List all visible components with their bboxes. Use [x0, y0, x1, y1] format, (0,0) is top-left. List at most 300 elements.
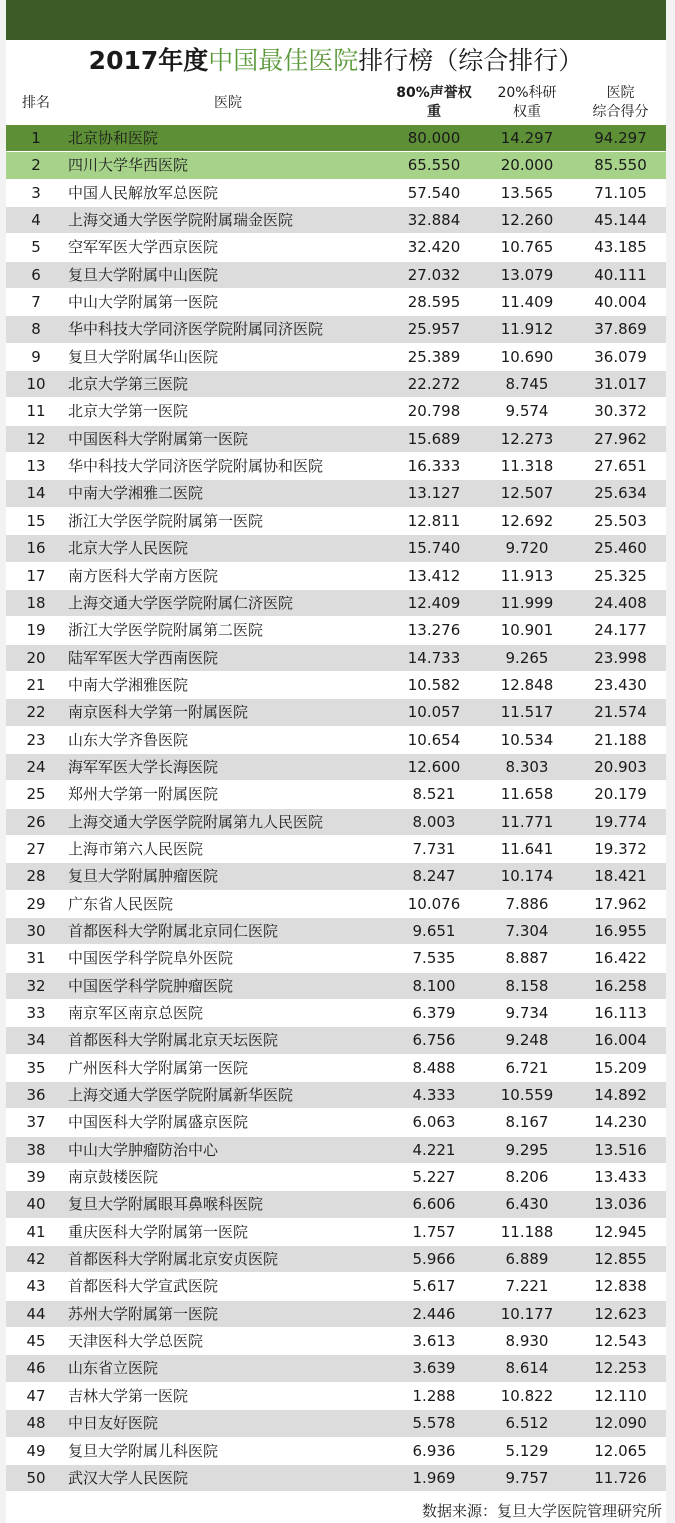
- research-score-cell: 7.221: [505, 1277, 549, 1296]
- header-reputation-line2: 重: [427, 104, 441, 120]
- rank-cell: 50: [26, 1468, 46, 1487]
- total-score-cell: 85.550: [594, 156, 647, 175]
- rank-cell: 32: [26, 976, 46, 995]
- header-reputation: [389, 82, 479, 124]
- hospital-name-cell: 海军军医大学长海医院: [68, 757, 219, 776]
- rank-cell: 6: [31, 265, 41, 284]
- total-score-cell: 19.774: [594, 812, 647, 831]
- total-score-cell: 36.079: [594, 347, 647, 366]
- ranking-sheet: [6, 0, 666, 1523]
- reputation-score-cell: 12.600: [407, 757, 461, 776]
- reputation-score-cell: 10.076: [407, 894, 461, 913]
- table-row: [6, 1245, 666, 1272]
- reputation-score-cell: 12.811: [407, 511, 461, 530]
- total-score-cell: 43.185: [594, 238, 647, 257]
- total-score-cell: 30.372: [594, 402, 647, 421]
- total-score-cell: 12.110: [594, 1386, 647, 1405]
- rank-cell: 49: [26, 1441, 46, 1460]
- total-score-cell: 23.998: [594, 648, 647, 667]
- rank-cell: 35: [26, 1058, 46, 1077]
- rank-cell: 48: [26, 1414, 46, 1433]
- total-score-cell: 16.113: [594, 1004, 647, 1022]
- rank-cell: 44: [26, 1304, 46, 1323]
- research-score-cell: 9.265: [505, 648, 549, 667]
- rank-cell: 21: [26, 675, 46, 694]
- hospital-name-cell: 中南大学湘雅二医院: [68, 484, 204, 503]
- research-score-cell: 10.765: [500, 238, 554, 257]
- header-total: [575, 82, 666, 124]
- research-score-cell: 11.658: [500, 785, 554, 804]
- rank-cell: 25: [26, 785, 46, 804]
- research-score-cell: 12.692: [500, 511, 554, 530]
- rank-cell: 36: [26, 1086, 46, 1105]
- reputation-score-cell: 15.740: [407, 539, 461, 558]
- total-score-cell: 40.111: [594, 265, 647, 284]
- hospital-name-cell: 中山大学肿瘤防治中心: [68, 1140, 219, 1159]
- hospital-name-cell: 浙江大学医学院附属第二医院: [68, 621, 264, 640]
- hospital-name-cell: 南京医科大学第一附属医院: [68, 703, 249, 722]
- reputation-score-cell: 13.127: [407, 484, 461, 503]
- rank-cell: 19: [26, 621, 46, 640]
- reputation-score-cell: 20.798: [407, 402, 461, 421]
- research-score-cell: 8.614: [505, 1359, 549, 1378]
- hospital-name-cell: 山东省立医院: [68, 1359, 159, 1378]
- title-paren: （综合排行）: [433, 46, 584, 75]
- total-score-cell: 18.421: [594, 867, 647, 886]
- total-score-cell: 16.955: [594, 921, 647, 940]
- total-score-cell: 21.574: [594, 703, 647, 722]
- rank-cell: 7: [31, 293, 41, 312]
- reputation-score-cell: 5.578: [412, 1414, 456, 1433]
- rank-cell: 45: [26, 1332, 46, 1351]
- research-score-cell: 12.273: [500, 429, 554, 448]
- hospital-name-cell: 复旦大学附属眼耳鼻喉科医院: [68, 1195, 264, 1214]
- total-score-cell: 15.209: [594, 1058, 647, 1077]
- table-row: [6, 452, 666, 479]
- reputation-score-cell: 3.613: [412, 1332, 456, 1351]
- table-row: [6, 835, 666, 862]
- reputation-score-cell: 6.063: [412, 1113, 456, 1132]
- research-score-cell: 5.129: [505, 1441, 549, 1460]
- data-source-note: 数据来源：复旦大学医院管理研究所: [421, 1502, 662, 1520]
- reputation-score-cell: 6.936: [412, 1441, 456, 1460]
- rank-cell: 47: [26, 1386, 46, 1405]
- table-row: [6, 1054, 666, 1081]
- reputation-score-cell: 3.639: [412, 1359, 456, 1378]
- total-score-cell: 13.433: [594, 1168, 647, 1187]
- research-score-cell: 10.174: [500, 867, 554, 886]
- table-row: [6, 315, 666, 342]
- table-row: [6, 151, 666, 178]
- research-score-cell: 10.822: [500, 1386, 554, 1405]
- research-score-cell: 11.318: [500, 457, 554, 476]
- title-year: 2017年度: [88, 46, 209, 75]
- hospital-name-cell: 南京鼓楼医院: [68, 1168, 159, 1187]
- table-row: [6, 1354, 666, 1381]
- top-banner: [6, 0, 666, 40]
- table-row: [6, 753, 666, 780]
- reputation-score-cell: 22.272: [407, 375, 461, 394]
- table-row: [6, 507, 666, 534]
- research-score-cell: 10.177: [500, 1304, 554, 1323]
- rank-cell: 5: [31, 238, 41, 257]
- hospital-name-cell: 中国医学科学院肿瘤医院: [68, 976, 234, 995]
- hospital-name-cell: 中国医科大学附属盛京医院: [68, 1113, 249, 1132]
- table-row: [6, 972, 666, 999]
- total-score-cell: 23.430: [594, 675, 647, 694]
- header-reputation-line1: 80%声誉权: [396, 85, 472, 101]
- table-row: [6, 917, 666, 944]
- title-rest: 排行榜: [358, 46, 434, 75]
- table-row: [6, 589, 666, 616]
- hospital-name-cell: 上海交通大学医学院附属瑞金医院: [68, 211, 294, 230]
- research-score-cell: 9.720: [505, 539, 549, 558]
- total-score-cell: 25.460: [594, 539, 647, 558]
- table-row: [6, 343, 666, 370]
- table-row: [6, 233, 666, 260]
- rank-cell: 1: [31, 129, 41, 147]
- research-score-cell: 6.430: [505, 1195, 549, 1214]
- reputation-score-cell: 4.221: [412, 1140, 456, 1159]
- research-score-cell: 9.734: [505, 1004, 549, 1022]
- table-row: [6, 1136, 666, 1163]
- reputation-score-cell: 10.582: [407, 675, 461, 694]
- hospital-name-cell: 广东省人民医院: [68, 894, 174, 913]
- hospital-name-cell: 复旦大学附属儿科医院: [68, 1441, 219, 1460]
- total-score-cell: 12.543: [594, 1332, 647, 1351]
- rank-cell: 27: [26, 839, 46, 858]
- hospital-name-cell: 陆军军医大学西南医院: [68, 648, 219, 667]
- ranking-table-body: [6, 124, 666, 1491]
- rank-cell: 12: [26, 429, 46, 448]
- table-row: [6, 808, 666, 835]
- rank-cell: 4: [31, 211, 41, 230]
- total-score-cell: 12.623: [594, 1304, 647, 1323]
- total-score-cell: 16.004: [594, 1031, 647, 1050]
- research-score-cell: 11.641: [500, 839, 554, 858]
- table-row: [6, 726, 666, 753]
- table-row: [6, 1190, 666, 1217]
- hospital-name-cell: 天津医科大学总医院: [68, 1332, 204, 1351]
- rank-cell: 29: [26, 894, 46, 913]
- reputation-score-cell: 57.540: [407, 183, 461, 202]
- total-score-cell: 25.634: [594, 484, 647, 503]
- research-score-cell: 8.745: [505, 375, 549, 394]
- hospital-name-cell: 中国医学科学院阜外医院: [68, 949, 234, 968]
- table-row: [6, 1437, 666, 1464]
- rank-cell: 37: [26, 1113, 46, 1132]
- research-score-cell: 10.901: [500, 621, 554, 640]
- reputation-score-cell: 10.654: [407, 730, 461, 749]
- research-score-cell: 14.297: [500, 129, 554, 147]
- reputation-score-cell: 8.488: [412, 1058, 456, 1077]
- rank-cell: 40: [26, 1195, 46, 1214]
- rank-cell: 18: [26, 593, 46, 612]
- table-row: [6, 1327, 666, 1354]
- reputation-score-cell: 12.409: [407, 593, 461, 612]
- reputation-score-cell: 14.733: [407, 648, 461, 667]
- reputation-score-cell: 9.651: [412, 921, 456, 940]
- table-row: [6, 479, 666, 506]
- research-score-cell: 20.000: [500, 156, 554, 175]
- hospital-name-cell: 空军军医大学西京医院: [68, 238, 219, 257]
- rank-cell: 43: [26, 1277, 46, 1296]
- rank-cell: 31: [26, 949, 46, 968]
- table-row: [6, 890, 666, 917]
- hospital-name-cell: 北京大学第一医院: [68, 402, 189, 421]
- rank-cell: 34: [26, 1031, 46, 1050]
- research-score-cell: 8.930: [505, 1332, 549, 1351]
- rank-cell: 41: [26, 1222, 46, 1241]
- hospital-name-cell: 北京大学第三医院: [68, 375, 189, 394]
- total-score-cell: 16.258: [594, 976, 647, 995]
- rank-cell: 39: [26, 1168, 46, 1187]
- reputation-score-cell: 8.247: [412, 867, 456, 886]
- table-row: [6, 1026, 666, 1053]
- total-score-cell: 13.036: [594, 1195, 647, 1214]
- hospital-name-cell: 四川大学华西医院: [68, 156, 189, 175]
- rank-cell: 28: [26, 867, 46, 886]
- rank-cell: 33: [26, 1004, 46, 1022]
- total-score-cell: 45.144: [594, 211, 647, 230]
- hospital-name-cell: 华中科技大学同济医学院附属同济医院: [68, 320, 324, 339]
- reputation-score-cell: 27.032: [407, 265, 461, 284]
- research-score-cell: 8.303: [505, 757, 549, 776]
- research-score-cell: 11.913: [500, 566, 554, 585]
- table-row: [6, 1300, 666, 1327]
- research-score-cell: 12.260: [500, 211, 554, 230]
- reputation-score-cell: 8.521: [412, 785, 456, 804]
- reputation-score-cell: 7.535: [412, 949, 456, 968]
- research-score-cell: 10.559: [500, 1086, 554, 1105]
- reputation-score-cell: 25.389: [407, 347, 461, 366]
- rank-cell: 16: [26, 539, 46, 558]
- hospital-name-cell: 华中科技大学同济医学院附属协和医院: [68, 457, 324, 476]
- reputation-score-cell: 10.057: [407, 703, 461, 722]
- table-row: [6, 862, 666, 889]
- hospital-name-cell: 广州医科大学附属第一医院: [68, 1058, 249, 1077]
- table-row: [6, 206, 666, 233]
- hospital-name-cell: 武汉大学人民医院: [68, 1468, 189, 1487]
- rank-cell: 13: [26, 457, 46, 476]
- table-row: [6, 124, 666, 151]
- hospital-name-cell: 中南大学湘雅医院: [68, 675, 189, 694]
- page-title: [6, 40, 666, 82]
- research-score-cell: 6.512: [505, 1414, 549, 1433]
- hospital-name-cell: 中国医科大学附属第一医院: [68, 429, 249, 448]
- hospital-name-cell: 郑州大学第一附属医院: [68, 785, 219, 804]
- total-score-cell: 11.726: [594, 1468, 647, 1487]
- header-total-line2: 综合得分: [592, 104, 649, 120]
- research-score-cell: 10.534: [500, 730, 554, 749]
- table-row: [6, 999, 666, 1026]
- research-score-cell: 8.158: [505, 976, 549, 995]
- rank-cell: 11: [26, 402, 46, 421]
- rank-cell: 26: [26, 812, 46, 831]
- reputation-score-cell: 1.969: [412, 1468, 456, 1487]
- header-rank: 排名: [22, 94, 50, 111]
- rank-cell: 15: [26, 511, 46, 530]
- table-row: [6, 698, 666, 725]
- research-score-cell: 11.409: [500, 293, 554, 312]
- reputation-score-cell: 80.000: [407, 129, 461, 147]
- table-row: [6, 288, 666, 315]
- table-row: [6, 1218, 666, 1245]
- hospital-name-cell: 首都医科大学宣武医院: [68, 1277, 219, 1296]
- table-row: [6, 261, 666, 288]
- research-score-cell: 11.517: [500, 703, 554, 722]
- hospital-name-cell: 首都医科大学附属北京天坛医院: [68, 1031, 279, 1050]
- total-score-cell: 24.177: [594, 621, 647, 640]
- table-row: [6, 780, 666, 807]
- header-total-line1: 医院: [606, 85, 635, 101]
- table-row: [6, 425, 666, 452]
- hospital-name-cell: 山东大学齐鲁医院: [68, 730, 189, 749]
- header-research: [479, 82, 575, 124]
- table-row: [6, 397, 666, 424]
- hospital-name-cell: 吉林大学第一医院: [68, 1386, 189, 1405]
- hospital-name-cell: 南方医科大学南方医院: [68, 566, 219, 585]
- reputation-score-cell: 1.757: [412, 1222, 456, 1241]
- research-score-cell: 8.206: [505, 1168, 549, 1187]
- total-score-cell: 12.253: [594, 1359, 647, 1378]
- table-row: [6, 1272, 666, 1299]
- hospital-name-cell: 上海交通大学医学院附属新华医院: [68, 1086, 294, 1105]
- reputation-score-cell: 2.446: [412, 1304, 456, 1323]
- table-row: [6, 1163, 666, 1190]
- hospital-name-cell: 浙江大学医学院附属第一医院: [68, 511, 264, 530]
- total-score-cell: 94.297: [594, 129, 647, 147]
- research-score-cell: 7.886: [505, 894, 549, 913]
- hospital-name-cell: 首都医科大学附属北京安贞医院: [68, 1250, 279, 1269]
- research-score-cell: 9.295: [505, 1140, 549, 1159]
- reputation-score-cell: 13.412: [407, 566, 461, 585]
- research-score-cell: 11.999: [500, 593, 554, 612]
- rank-cell: 9: [31, 347, 41, 366]
- reputation-score-cell: 28.595: [407, 293, 461, 312]
- reputation-score-cell: 16.333: [407, 457, 461, 476]
- research-score-cell: 8.887: [505, 949, 549, 968]
- rank-cell: 8: [31, 320, 41, 339]
- total-score-cell: 20.903: [594, 757, 647, 776]
- rank-cell: 17: [26, 566, 46, 585]
- reputation-score-cell: 5.227: [412, 1168, 456, 1187]
- rank-cell: 10: [26, 375, 46, 394]
- research-score-cell: 6.721: [505, 1058, 549, 1077]
- header-research-line1: 20%科研: [497, 85, 557, 101]
- total-score-cell: 20.179: [594, 785, 647, 804]
- research-score-cell: 13.079: [500, 265, 554, 284]
- hospital-name-cell: 上海交通大学医学院附属第九人民医院: [68, 812, 324, 831]
- rank-cell: 23: [26, 730, 46, 749]
- total-score-cell: 12.065: [594, 1441, 647, 1460]
- hospital-name-cell: 复旦大学附属中山医院: [68, 265, 219, 284]
- header-hospital: 医院: [214, 94, 242, 111]
- table-row: [6, 1382, 666, 1409]
- research-score-cell: 9.757: [505, 1468, 549, 1487]
- total-score-cell: 17.962: [594, 894, 647, 913]
- research-score-cell: 12.507: [500, 484, 554, 503]
- total-score-cell: 31.017: [594, 375, 647, 394]
- total-score-cell: 37.869: [594, 320, 647, 339]
- total-score-cell: 12.945: [594, 1222, 647, 1241]
- hospital-name-cell: 上海市第六人民医院: [68, 839, 204, 858]
- hospital-name-cell: 重庆医科大学附属第一医院: [68, 1222, 249, 1241]
- reputation-score-cell: 8.100: [412, 976, 456, 995]
- reputation-score-cell: 13.276: [407, 621, 461, 640]
- reputation-score-cell: 6.756: [412, 1031, 456, 1050]
- research-score-cell: 9.574: [505, 402, 549, 421]
- header-research-line2: 权重: [513, 104, 541, 120]
- hospital-name-cell: 中山大学附属第一医院: [68, 293, 219, 312]
- total-score-cell: 12.838: [594, 1277, 647, 1296]
- hospital-name-cell: 中国人民解放军总医院: [68, 183, 219, 202]
- total-score-cell: 27.962: [594, 429, 647, 448]
- hospital-name-cell: 南京军区南京总医院: [68, 1004, 204, 1022]
- reputation-score-cell: 7.731: [412, 839, 456, 858]
- research-score-cell: 10.690: [500, 347, 554, 366]
- hospital-name-cell: 苏州大学附属第一医院: [68, 1304, 219, 1323]
- hospital-name-cell: 复旦大学附属肿瘤医院: [68, 867, 219, 886]
- total-score-cell: 25.503: [594, 511, 647, 530]
- total-score-cell: 14.230: [594, 1113, 647, 1132]
- reputation-score-cell: 4.333: [412, 1086, 456, 1105]
- hospital-name-cell: 北京大学人民医院: [68, 539, 189, 558]
- reputation-score-cell: 15.689: [407, 429, 461, 448]
- research-score-cell: 8.167: [505, 1113, 549, 1132]
- reputation-score-cell: 8.003: [412, 812, 456, 831]
- total-score-cell: 21.188: [594, 730, 647, 749]
- total-score-cell: 71.105: [594, 183, 647, 202]
- rank-cell: 20: [26, 648, 46, 667]
- reputation-score-cell: 32.884: [407, 211, 461, 230]
- research-score-cell: 11.771: [500, 812, 554, 831]
- total-score-cell: 14.892: [594, 1086, 647, 1105]
- rank-cell: 14: [26, 484, 46, 503]
- rank-cell: 38: [26, 1140, 46, 1159]
- hospital-name-cell: 北京协和医院: [68, 129, 159, 147]
- table-row: [6, 671, 666, 698]
- total-score-cell: 25.325: [594, 566, 647, 585]
- title-highlight: 中国最佳医院: [208, 46, 359, 75]
- table-row: [6, 370, 666, 397]
- total-score-cell: 40.004: [594, 293, 647, 312]
- table-header: [6, 82, 666, 124]
- table-row: [6, 1108, 666, 1135]
- hospital-name-cell: 复旦大学附属华山医院: [68, 347, 219, 366]
- rank-cell: 3: [31, 183, 41, 202]
- research-score-cell: 13.565: [500, 183, 554, 202]
- reputation-score-cell: 6.379: [412, 1004, 456, 1022]
- research-score-cell: 7.304: [505, 921, 549, 940]
- reputation-score-cell: 65.550: [407, 156, 461, 175]
- table-row: [6, 1464, 666, 1491]
- total-score-cell: 27.651: [594, 457, 647, 476]
- table-row: [6, 1409, 666, 1436]
- table-row: [6, 944, 666, 971]
- research-score-cell: 9.248: [505, 1031, 549, 1050]
- rank-cell: 46: [26, 1359, 46, 1378]
- reputation-score-cell: 1.288: [412, 1386, 456, 1405]
- total-score-cell: 24.408: [594, 593, 647, 612]
- table-row: [6, 534, 666, 561]
- reputation-score-cell: 6.606: [412, 1195, 456, 1214]
- total-score-cell: 19.372: [594, 839, 647, 858]
- table-row: [6, 562, 666, 589]
- total-score-cell: 16.422: [594, 949, 647, 968]
- research-score-cell: 12.848: [500, 675, 554, 694]
- reputation-score-cell: 32.420: [407, 238, 461, 257]
